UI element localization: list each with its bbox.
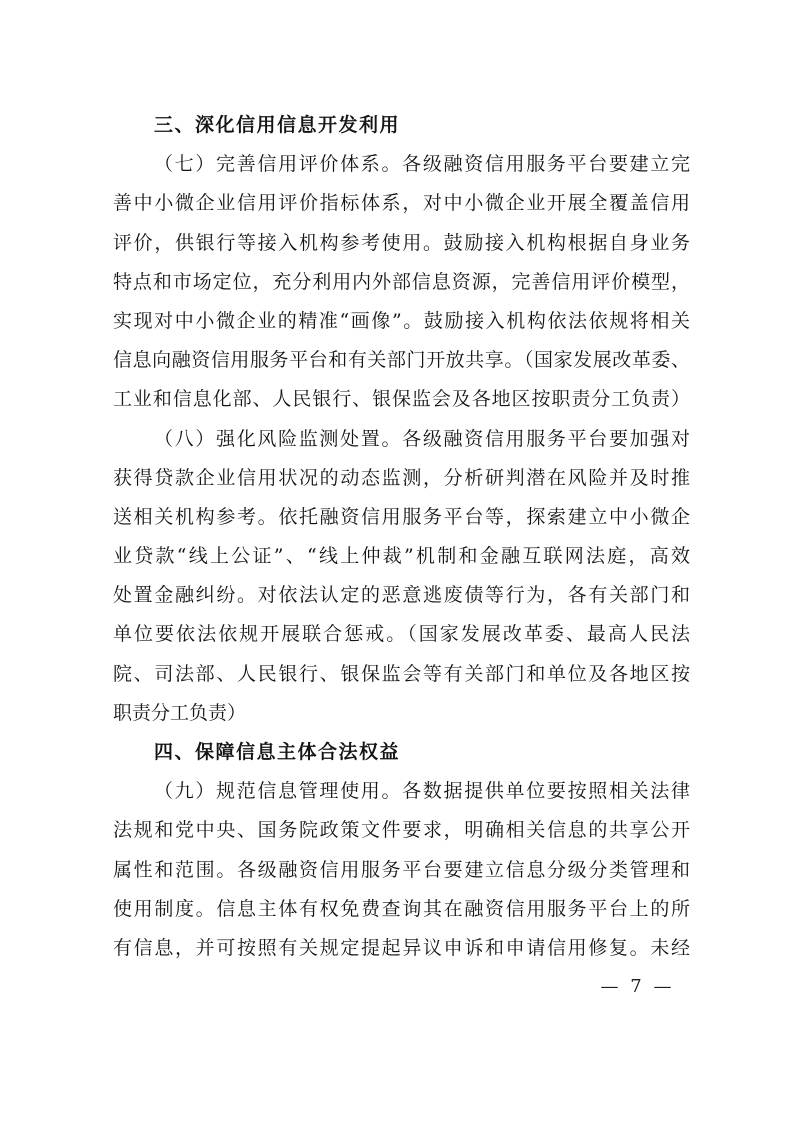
paragraph-line: 工业和信息化部、人民银行、银保监会及各地区按职责分工负责） xyxy=(113,388,690,411)
paragraph-line: 实现对中小微企业的精准“画像”。鼓励接入机构依法依规将相关 xyxy=(113,309,690,332)
paragraph-seven xyxy=(113,145,690,419)
paragraph-line: （九）规范信息管理使用。各数据提供单位要按照相关法律 xyxy=(154,780,690,803)
paragraph-line: 业贷款“线上公证”、“线上仲裁”机制和金融互联网法庭，高效 xyxy=(113,545,690,568)
section-heading: 四、保障信息主体合法权益 xyxy=(154,741,401,763)
paragraph-line: 评价，供银行等接入机构参考使用。鼓励接入机构根据自身业务 xyxy=(113,231,690,254)
page-number: — 7 — xyxy=(600,976,672,997)
paragraph-eight xyxy=(113,420,690,734)
paragraph-line: 处置金融纠纷。对依法认定的恶意逃废债等行为，各有关部门和 xyxy=(113,584,690,607)
paragraph-line: 职责分工负责） xyxy=(113,701,247,724)
paragraph-line: 法规和党中央、国务院政策文件要求，明确相关信息的共享公开 xyxy=(113,819,690,842)
paragraph-line: （八）强化风险监测处置。各级融资信用服务平台要加强对 xyxy=(154,427,690,450)
paragraph-line: 特点和市场定位，充分利用内外部信息资源，完善信用评价模型， xyxy=(113,270,690,293)
document-body xyxy=(113,106,690,968)
paragraph-line: （七）完善信用评价体系。各级融资信用服务平台要建立完 xyxy=(154,153,690,176)
section-heading: 三、深化信用信息开发利用 xyxy=(154,114,401,136)
paragraph-line: 单位要依法依规开展联合惩戒。（国家发展改革委、最高人民法 xyxy=(113,623,690,646)
paragraph-nine xyxy=(113,772,690,968)
paragraph-line: 信息向融资信用服务平台和有关部门开放共享。（国家发展改革委、 xyxy=(113,349,690,372)
paragraph-line: 院、司法部、人民银行、银保监会等有关部门和单位及各地区按 xyxy=(113,662,690,685)
paragraph-line: 属性和范围。各级融资信用服务平台要建立信息分级分类管理和 xyxy=(113,858,690,881)
paragraph-line: 善中小微企业信用评价指标体系，对中小微企业开展全覆盖信用 xyxy=(113,192,690,215)
paragraph-line: 获得贷款企业信用状况的动态监测，分析研判潜在风险并及时推 xyxy=(113,466,690,489)
paragraph-line: 有信息，并可按照有关规定提起异议申诉和申请信用修复。未经 xyxy=(113,936,690,959)
paragraph-line: 使用制度。信息主体有权免费查询其在融资信用服务平台上的所 xyxy=(113,897,690,920)
paragraph-line: 送相关机构参考。依托融资信用服务平台等，探索建立中小微企 xyxy=(113,505,690,528)
